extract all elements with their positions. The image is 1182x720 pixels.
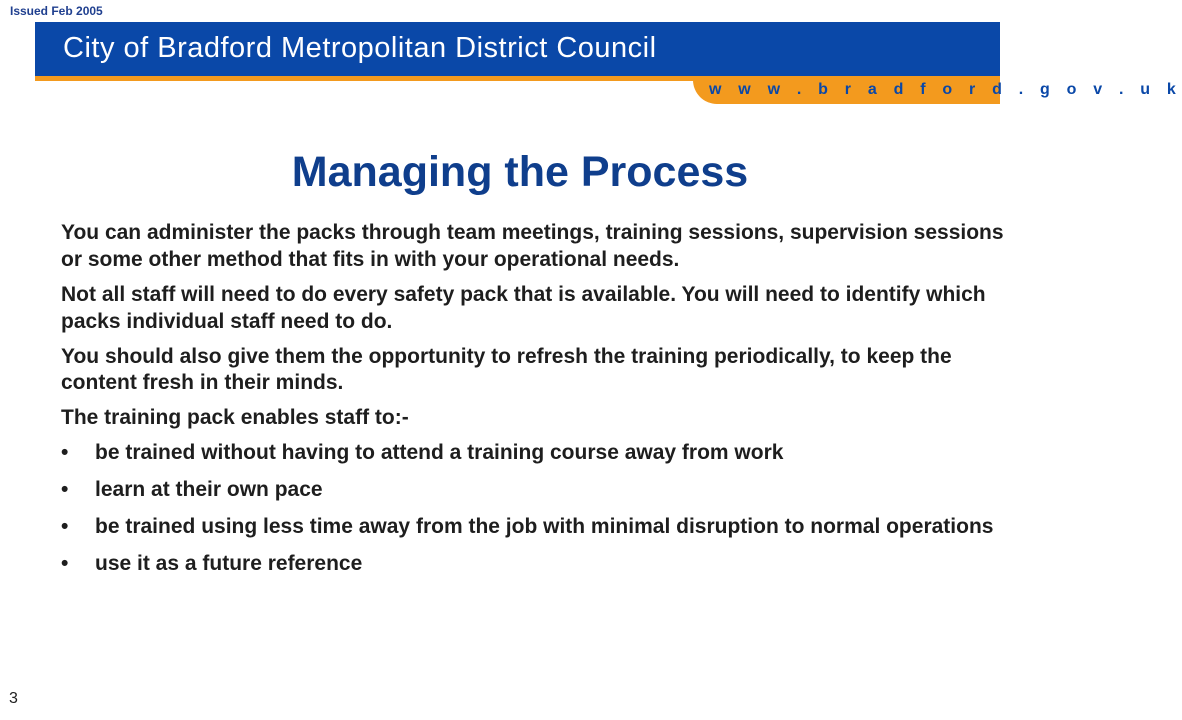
slide-title: Managing the Process (291, 148, 749, 196)
paragraph: You should also give them the opportunity to refresh the training periodically, to keep the content fresh in their minds. (61, 344, 952, 395)
bullet-icon: • (61, 551, 69, 575)
list-item (61, 440, 1016, 467)
paragraph: You can administer the packs through team meetings, training sessions, supervision sessions or some other method that fits in with your operational needs. (61, 221, 1004, 271)
bullet-list (61, 440, 1016, 578)
council-name: City of Bradford Metropolitan District Council (63, 32, 657, 64)
list-item (61, 477, 1016, 504)
bullet-icon: • (61, 478, 69, 501)
list-item-text: use it as a future reference (95, 551, 363, 575)
website-tab (693, 76, 1182, 104)
issued-date: Issued Feb 2005 (10, 4, 103, 18)
website-url[interactable]: w w w . b r a d f o r d . g o v . u k (709, 81, 1182, 98)
page-number: 3 (9, 690, 18, 707)
list-item-text: learn at their own pace (95, 478, 323, 501)
list-item-text: be trained using less time away from the job with minimal disruption to normal operations (95, 514, 994, 538)
list-item-text: be trained without having to attend a training course away from work (95, 441, 784, 465)
council-banner (35, 22, 1000, 76)
paragraph: Not all staff will need to do every safety pack that is available. You will need to identify which packs individual staff need to do. (61, 282, 986, 333)
bullet-icon: • (61, 441, 69, 465)
paragraph: The training pack enables staff to:- (61, 406, 409, 430)
list-item (61, 551, 1016, 578)
slide-body (61, 220, 1016, 588)
list-item (61, 514, 1016, 541)
bullet-icon: • (61, 514, 69, 538)
